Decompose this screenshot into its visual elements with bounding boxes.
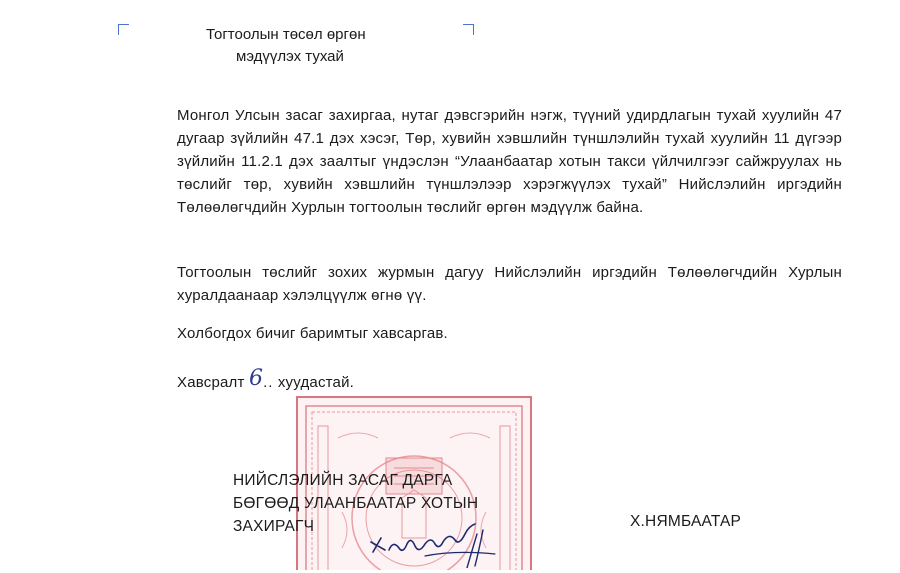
signatory-name: Х.НЯМБААТАР [630,513,742,530]
attachment-suffix: хуудастай. [277,374,355,391]
corner-mark-left [118,24,129,35]
attachment-count-handwritten: 6 [248,366,264,391]
attachment-prefix: Хавсралт [177,374,245,391]
body-paragraph-1: Монгол Улсын засаг захиргаа, нутаг дэвсгэрийн нэгж, түүний удирдлагын тухай хуулийн 47 дугаар зүйлийн 47.1 дэх хэсэг, Төр, хувийн хэвшлийн түншлэлийн тухай хуулийн 11 дүгээр зүйлийн 11.2.1 дэх заалтыг үндэслэн “Улаанбаатар хотын такси үйлчилгээг сайжруулах нь төслийг төр, хувийн хэвшлийн түншлэлээр хэрэгжүүлэх тухай” Нийслэлийн иргэдийн Төлөөлөгчдийн Хурлын тогтоолын төслийг өргөн мэдүүлж байна. [177,107,842,216]
subject-line-2: мэдүүлэх тухай [236,48,344,65]
attachment-dots: .. [263,374,274,391]
attachment-line [177,366,842,394]
subject-heading [206,24,366,68]
corner-mark-right [463,24,474,35]
signatory-title-line-3: ЗАХИРАГЧ [233,518,315,535]
signatory-title-line-2: БӨГӨӨД УЛААНБААТАР ХОТЫН [233,495,479,512]
signature-icon [365,520,515,568]
body-paragraph-2: Тогтоолын төслийг зохих журмын дагуу Нийслэлийн иргэдийн Төлөөлөгчдийн Хурлын хуралдаанаар хэлэлцүүлж өгнө үү. [177,264,842,304]
body-paragraph-3: Холбогдох бичиг баримтыг хавсаргав. [177,325,448,342]
handwritten-signature [365,520,515,573]
subject-line-1: Тогтоолын төсөл өргөн [206,26,366,43]
signatory-title-line-1: НИЙСЛЭЛИЙН ЗАСАГ ДАРГА [233,472,453,489]
